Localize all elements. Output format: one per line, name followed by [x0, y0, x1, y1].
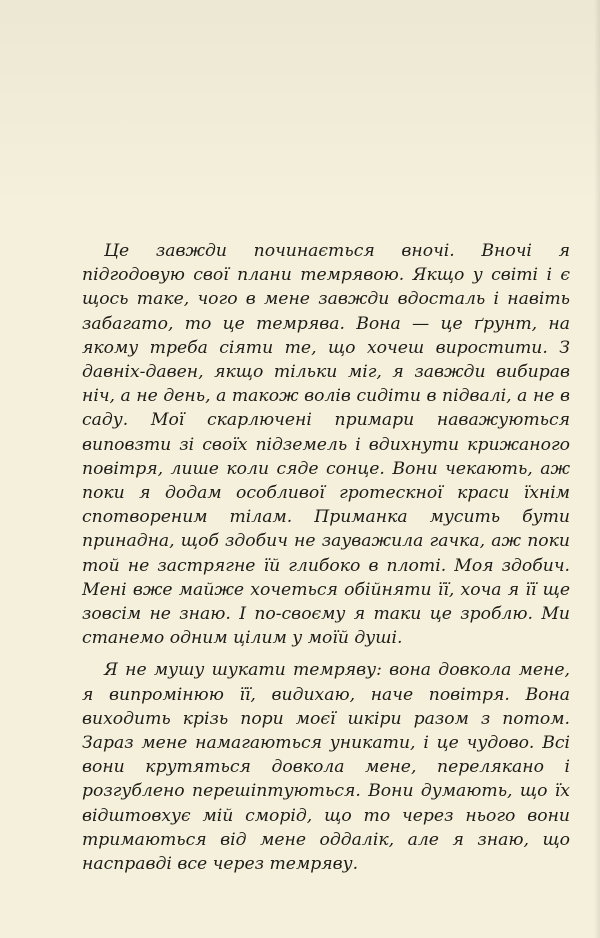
body-text [82, 239, 570, 876]
paragraph-1: Це завжди починається вночі. Вночі я підгодовую свої плани темрявою. Якщо у світі і є щось таке, чого в мене завжди вдосталь і навіть забагато, то це темрява. Вона — це ґрунт, на якому треба сіяти те, що хочеш виростити. З давніх-давен, якщо тільки міг, я завжди вибирав ніч, а не день, а також волів сидіти в підвалі, а не в саду. Мої скарлючені примари наважуються виповзти зі своїх підземель і вдихнути крижаного повітря, лише коли сяде сонце. Вони чекають, аж поки я додам особливої гротескної краси їхнім спотвореним тілам. Приманка мусить бути принадна, щоб здобич не зауважила гачка, аж поки той не застрягне їй глибоко в плоті. Моя здобич. Мені вже майже хочеться обійняти її, хоча я її ще зовсім не знаю. І по-своєму я таки це зроблю. Ми станемо одним цілим у моїй душі. [82, 241, 570, 649]
page-edge [594, 0, 600, 938]
show-through-area [0, 0, 600, 210]
paragraph-2: Я не мушу шукати темряву: вона довкола мене, я випромінюю її, видихаю, наче повітря. Вона виходить крізь пори моєї шкіри разом з потом. Зараз мене намагаються уникати, і це чудово. Всі вони крутяться довкола мене, перелякано і розгублено перешіптуються. Вони думають, що їх відштовхує мій сморід, що то через нього вони тримаються від мене оддалік, але я знаю, що насправді все через темряву. [82, 660, 570, 875]
